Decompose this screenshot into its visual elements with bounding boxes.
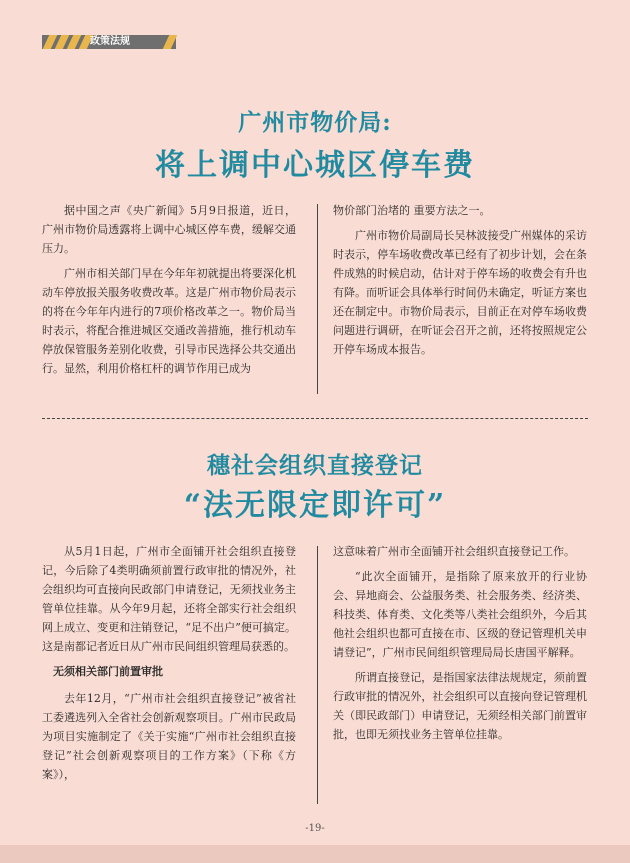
article2-title-small: 穗社会组织直接登记 xyxy=(207,452,423,479)
article-divider xyxy=(42,418,588,419)
paragraph: 据中国之声《央广新闻》5月9日报道，近日，广州市物价局透露将上调中心城区停车费，缓解交通压力。 xyxy=(42,204,296,255)
article1-right-column xyxy=(333,201,587,365)
article2-left-column xyxy=(42,542,296,790)
paragraph: “此次全面铺开，是指除了原来放开的行业协会、异地商会、公益服务类、社会服务类、经济类、科技类、体育类、文化类等八类社会组织外，今后其他社会组织也都可直接在市、区级的登记管理机关申请登记”，广州市民间组织管理局局长唐国平解释。 xyxy=(333,570,587,659)
paragraph: 物价部门治堵的 重要方法之一。 xyxy=(333,204,491,217)
article2-right-column xyxy=(333,542,587,750)
column-divider xyxy=(317,546,318,804)
article2-title-large: “法无限定即许可” xyxy=(183,488,447,523)
page-number: -19- xyxy=(305,823,325,834)
section-label: 政策法规 xyxy=(90,36,130,47)
header-stripe xyxy=(163,35,178,49)
paragraph: 从5月1日起，广州市全面铺开社会组织直接登记，今后除了4类明确须前置行政审批的情况外，社会组织均可直接向民政部门申请登记，无须找业务主管单位挂靠。从今年9月起，还将全部实行社会组织网上成立、变更和注销登记，“足不出户”便可搞定。这是南都记者近日从广州市民间组织管理局获悉的。 xyxy=(42,545,296,653)
bottom-strip xyxy=(0,845,630,863)
paragraph: 广州市物价局副局长吴林波接受广州媒体的采访时表示，停车场收费改革已经有了初步计划，会在条件成熟的时候启动，估计对于停车场的收费会有升也 有降。而听证会具体举行时间仍未确定，听证方案也还在制定中。市物价局表示，目前正在对停车场收费问题进行调研，在听证会召开之前，还将按照规定公开停车场成本报告。 xyxy=(333,229,587,356)
article1-title-large: 将上调中心城区停车费 xyxy=(155,148,475,183)
paragraph: 去年12月，“广州市社会组织直接登记”被省社工委遴选列入全省社会创新观察项目。广州市民政局为项目实施制定了《关于实施“广州市社会组织直接登记”社会创新观察项目的工作方案》（下称《方案》）， xyxy=(42,692,296,781)
article1-title-small: 广州市物价局: xyxy=(238,109,392,136)
article1-left-column xyxy=(42,201,296,384)
column-divider xyxy=(317,204,318,394)
paragraph: 广州市相关部门早在今年年初就提出将要深化机动车停放报关服务收费改革。这是广州市物价局表示的将在今年年内进行的7项价格改革之一。物价局当时表示，将配合推进城区交通改善措施，推行机动车停放保管服务差别化收费，引导市民选择公共交通出行。显然，利用价格杠杆的调节作用已成为 xyxy=(42,267,296,375)
paragraph: 这意味着广州市全面铺开社会组织直接登记工作。 xyxy=(333,545,575,558)
paragraph: 所谓直接登记，是指国家法律法规规定，须前置行政审批的情况外，社会组织可以直接向登记管理机关（即民政部门）申请登记，无须经相关部门前置审批，也即无须找业务主管单位挂靠。 xyxy=(333,671,587,741)
subheading: 无须相关部门前置审批 xyxy=(53,665,163,678)
